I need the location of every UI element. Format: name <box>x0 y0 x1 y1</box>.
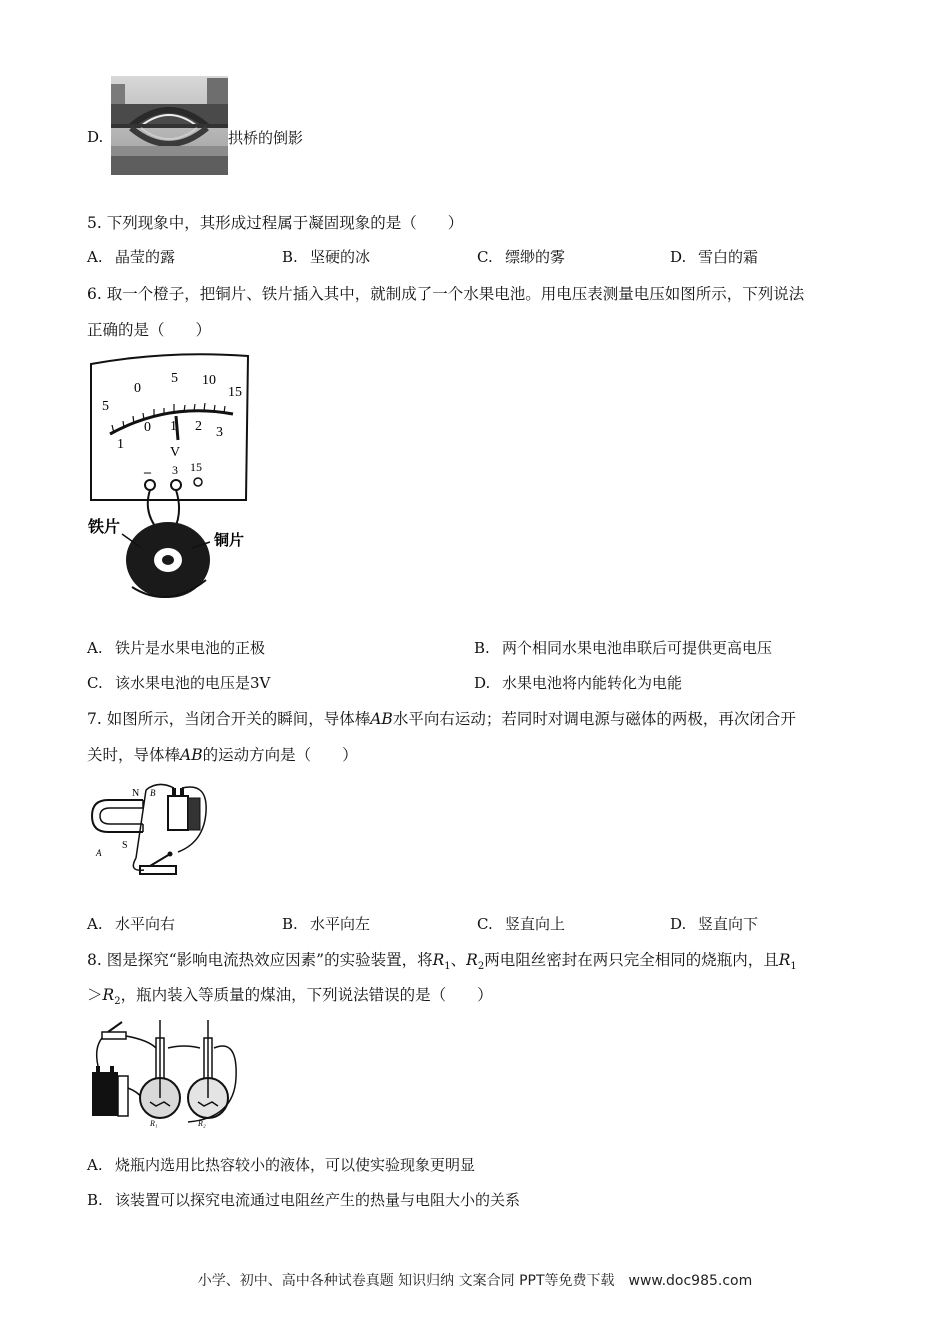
terminal-negative-label: – <box>144 465 151 480</box>
resistor-r1: R <box>778 951 791 969</box>
scale-bottom-label-3: 3 <box>216 425 223 440</box>
option-text: 铁片是水果电池的正极 <box>115 639 266 657</box>
point-b-label: B <box>150 788 156 798</box>
option-text: 竖直向下 <box>698 915 759 933</box>
q8-stem-part: ，瓶内装入等质量的煤油，下列说法错误的是（ ） <box>120 986 493 1004</box>
scale-top-label-0: 0 <box>134 381 141 396</box>
voltmeter-fruit-battery-figure <box>88 352 253 607</box>
q6-option-b <box>474 637 772 658</box>
option-text: 水平向左 <box>310 915 371 933</box>
magnet-conductor-figure <box>88 782 213 882</box>
option-text: 坚硬的冰 <box>310 248 371 266</box>
q7-option-d <box>670 913 758 934</box>
flask-r1-label: R₁ <box>150 1119 158 1128</box>
q8-stem-line2 <box>87 983 493 1007</box>
terminal-15-label: 15 <box>190 460 202 474</box>
option-letter: D. <box>87 128 104 146</box>
option-letter: D. <box>670 915 687 933</box>
option-letter: B. <box>474 639 490 657</box>
q5-stem: 5. 下列现象中，其形成过程属于凝固现象的是（ ） <box>87 214 464 232</box>
q6-option-d <box>474 672 682 693</box>
point-a-label: A <box>96 848 102 858</box>
option-letter: A. <box>87 1156 103 1174</box>
q8-option-a <box>87 1154 475 1175</box>
copper-label: 铜片 <box>214 531 245 549</box>
q8-stem-part: 8. 图是探究“影响电流热效应因素”的实验装置，将 <box>87 951 433 969</box>
q7-stem-line1 <box>87 707 796 729</box>
resistor-r1-sub: 1 <box>444 961 451 973</box>
resistor-r2: R <box>102 986 115 1004</box>
page-footer: 小学、初中、高中各种试卷真题 知识归纳 文案合同 PPT等免费下载 www.doc985.com <box>197 1273 753 1289</box>
scale-top-label-10: 10 <box>202 373 216 388</box>
option-text: 竖直向上 <box>505 915 566 933</box>
option-text: 水平向右 <box>115 915 176 933</box>
option-letter: A. <box>87 915 103 933</box>
q7-stem-part: 的运动方向是（ ） <box>202 746 358 764</box>
heating-flasks-figure <box>88 1018 240 1130</box>
scale-bottom-label-1: 1 <box>170 419 177 434</box>
scale-top-left-label: 5 <box>102 399 109 414</box>
bridge-reflection-photo <box>111 76 228 175</box>
option-text: 该水果电池的电压是3V <box>115 674 271 692</box>
q5-option-c <box>477 246 565 267</box>
option-text: 雪白的霜 <box>698 248 759 266</box>
scale-bottom-left-label: 1 <box>117 437 124 452</box>
q8-option-b <box>87 1189 520 1210</box>
iron-label: 铁片 <box>88 517 121 536</box>
conductor-ab: AB <box>370 710 393 728</box>
q5-option-b <box>282 246 370 267</box>
option-text: 缥缈的雾 <box>505 248 566 266</box>
option-letter: D. <box>474 674 491 692</box>
q6-stem-line2: 正确的是（ ） <box>87 321 212 339</box>
q7-stem-part: 水平向右运动；若同时对调电源与磁体的两极，再次闭合开 <box>392 710 796 728</box>
scale-top-label-15: 15 <box>228 385 242 400</box>
option-letter: D. <box>670 248 687 266</box>
option-letter: C. <box>477 248 493 266</box>
q8-stem-line1 <box>87 948 797 972</box>
terminal-3-label: 3 <box>172 463 178 477</box>
magnet-n-label: N <box>132 788 140 799</box>
q8-stem-part: 两电阻丝密封在两只完全相同的烧瓶内，且 <box>484 951 779 969</box>
q7-option-a <box>87 913 175 934</box>
q6-option-c <box>87 672 270 693</box>
option-text: 该装置可以探究电流通过电阻丝产生的热量与电阻大小的关系 <box>115 1191 521 1209</box>
separator: 、 <box>450 951 467 969</box>
q5-option-d <box>670 246 758 267</box>
q8-stem-part: ＞ <box>87 986 103 1004</box>
option-text: 烧瓶内选用比热容较小的液体，可以使实验现象更明显 <box>115 1156 476 1174</box>
option-letter: A. <box>87 248 103 266</box>
option-text: 两个相同水果电池串联后可提供更高电压 <box>502 639 773 657</box>
q7-option-c <box>477 913 565 934</box>
option-letter: A. <box>87 639 103 657</box>
q6-stem-line1: 6. 取一个橙子，把铜片、铁片插入其中，就制成了一个水果电池。用电压表测量电压如图所示，下列说法 <box>87 285 805 303</box>
scale-top-label-5: 5 <box>171 371 178 386</box>
unit-label: V <box>170 445 181 460</box>
option-text: 晶莹的露 <box>115 248 176 266</box>
resistor-r2: R <box>466 951 478 969</box>
flask-r2-label: R₂ <box>198 1119 206 1128</box>
resistor-r2-sub: 2 <box>114 996 121 1008</box>
q6-option-a <box>87 637 265 658</box>
q4-option-d <box>87 128 103 146</box>
scale-bottom-label-2: 2 <box>195 419 202 434</box>
q5-option-a <box>87 246 175 267</box>
q7-option-b <box>282 913 370 934</box>
magnet-s-label: S <box>122 840 128 851</box>
option-letter: C. <box>477 915 493 933</box>
option-letter: B. <box>282 248 298 266</box>
resistor-r2-sub: 2 <box>477 961 485 973</box>
resistor-r1-sub: 1 <box>790 961 797 973</box>
q7-stem-part: 7. 如图所示，当闭合开关的瞬间，导体棒 <box>87 710 371 728</box>
option-letter: B. <box>282 915 298 933</box>
conductor-ab: AB <box>180 746 203 764</box>
q7-stem-part: 关时，导体棒 <box>87 746 181 764</box>
option-letter: B. <box>87 1191 103 1209</box>
option-text: 水果电池将内能转化为电能 <box>502 674 683 692</box>
option-letter: C. <box>87 674 103 692</box>
q4-option-d-text: 拱桥的倒影 <box>228 129 304 147</box>
q7-stem-line2 <box>87 743 358 765</box>
resistor-r1: R <box>432 951 445 969</box>
scale-bottom-label-0: 0 <box>144 420 151 435</box>
